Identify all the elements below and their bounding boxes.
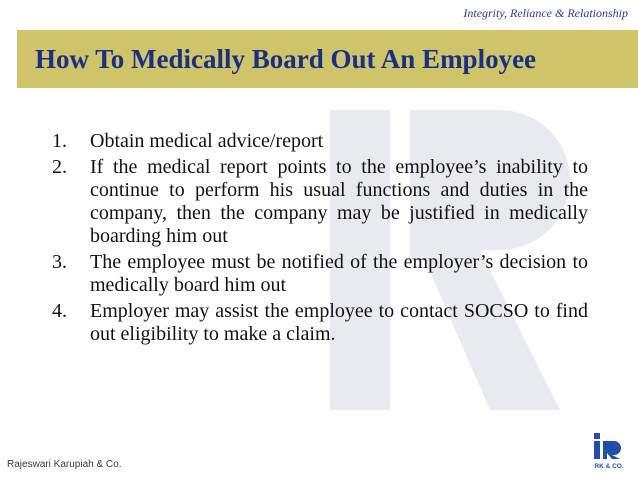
list-item-number: 2. [52, 156, 67, 178]
list-item-number: 1. [52, 130, 67, 152]
list-item-number: 4. [52, 300, 67, 322]
list-item-text: The employee must be notified of the employer’s decision to medically board him out [90, 251, 588, 296]
rk-logo [590, 431, 628, 471]
list-item-text: Obtain medical advice/report [90, 130, 324, 152]
list-item-text: If the medical report points to the employee’s inability to continue to perform his usual functions and duties in the company, then the company may be justified in medically boarding him out [90, 156, 588, 247]
list-item-number: 3. [52, 251, 67, 273]
page-title: How To Medically Board Out An Employee [35, 44, 537, 74]
list-item [38, 156, 588, 248]
footer-company-name: Rajeswari Karupiah & Co. [7, 459, 122, 470]
list-item-text: Employer may assist the employee to contact SOCSO to find out eligibility to make a claim. [90, 300, 588, 345]
list-item [38, 130, 588, 153]
steps-list [38, 130, 588, 349]
tagline: Integrity, Reliance & Relationship [463, 6, 628, 20]
list-item [38, 300, 588, 346]
list-item [38, 251, 588, 297]
logo-text: RK & CO. [594, 463, 624, 470]
